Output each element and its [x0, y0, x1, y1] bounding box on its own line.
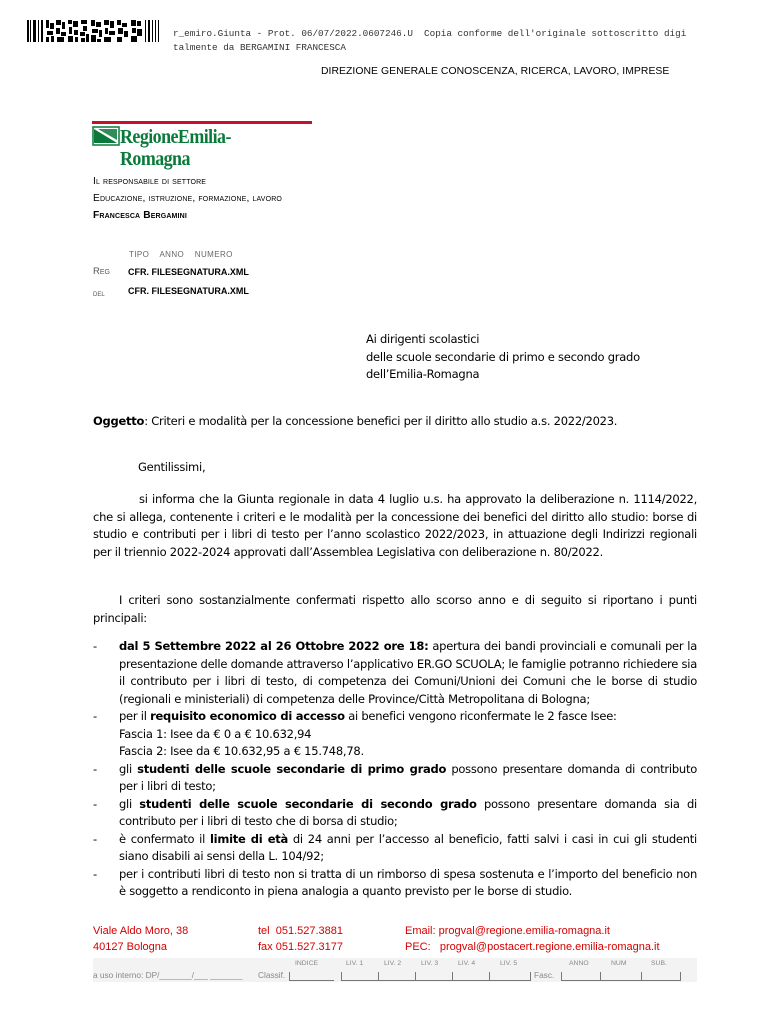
reg-label: Reg: [93, 266, 110, 277]
list-dash: -: [93, 796, 97, 811]
list-item-text: possono presentare domanda di contributo per i libri di testo;: [119, 761, 697, 793]
recipient-line2: delle scuole secondarie di primo e secondo grado: [366, 349, 640, 364]
fasc-box: [641, 972, 681, 981]
protocol-stamp: [173, 27, 763, 55]
list-item-text: gli: [119, 761, 138, 776]
signatory-name: Francesca Bergamini: [93, 210, 187, 221]
footer-pec[interactable]: PEC: progval@postacert.regione.emilia-romagna.it: [405, 940, 660, 953]
footer-contacts: [405, 924, 660, 955]
classif-box: [489, 972, 531, 981]
direzione-heading: DIREZIONE GENERALE CONOSCENZA, RICERCA, LAVORO, IMPRESE: [321, 66, 670, 77]
list-item-bold: dal 5 Settembre 2022 al 26 Ottobre 2022 ore 18:: [119, 639, 429, 653]
list-item-text: per il: [119, 709, 151, 723]
signatory-role-line1: Il responsabile di settore: [93, 176, 207, 187]
uso-interno: a uso interno: DP/_______/___ _______: [93, 970, 243, 980]
list-item: [93, 831, 697, 866]
fasc-box: [561, 972, 600, 981]
footer-address-line2: 40127 Bologna: [93, 940, 168, 953]
del-value: CFR. FILESEGNATURA.XML: [128, 286, 249, 296]
barcode-image: [27, 19, 159, 43]
list-item-text: gli: [119, 796, 140, 811]
classif-liv2: LIV. 2: [384, 960, 402, 967]
classif-box: [378, 972, 415, 981]
del-label: del: [93, 288, 105, 298]
fasc-label: Fasc.: [534, 970, 555, 980]
list-dash: -: [93, 761, 97, 776]
paragraph-1: [93, 491, 697, 561]
list-item: [93, 866, 697, 901]
classif-box: [289, 972, 334, 981]
footer-address-line1: Viale Aldo Moro, 38: [93, 925, 189, 937]
classif-anno: ANNO: [569, 960, 589, 967]
list-item-text: per i contributi libri di testo non si tratta di un rimborso di spesa sostenuta e l’importo del beneficio non è soggetto a rendiconto in piena analogia a quanto previsto per le borse di studio.: [119, 866, 697, 898]
classif-indice: INDICE: [295, 960, 319, 967]
list-item: [93, 708, 697, 761]
list-item: [93, 761, 697, 796]
list-item-bold: studenti delle scuole secondarie di secondo grado: [139, 796, 477, 811]
list-item-text: di 24 anni per l’accesso al beneficio, fatti salvi i casi in cui gli studenti siano disabili ai sensi della L. 104/92;: [119, 831, 697, 863]
classification-bar: [93, 958, 697, 982]
footer-tel: tel 051.527.3881: [258, 925, 344, 937]
classif-sub: SUB.: [651, 960, 667, 967]
list-item: [93, 638, 697, 708]
classif-liv1: LIV. 1: [346, 960, 364, 967]
list-dash: -: [93, 709, 97, 723]
protocol-stamp-line2: talmente da BERGAMINI FRANCESCA: [173, 42, 346, 53]
list-item-text: apertura dei bandi provinciali e comunali per la presentazione delle domande attraverso l’applicativo ER.GO SCUOLA; le famiglie potranno richiedere sia il contributo per i libri di testo, di competenza dei Comuni/Unioni dei Comuni che le borse di studio (regionali e ministeriali) di competenza delle Province/Città Metropolitana di Bologna;: [119, 639, 698, 706]
classif-liv3: LIV. 3: [421, 960, 439, 967]
footer-fax: fax 051.527.3177: [258, 940, 344, 953]
classif-box: [341, 972, 378, 981]
footer-email[interactable]: Email: progval@regione.emilia-romagna.it: [405, 925, 610, 937]
recipient-address: [366, 331, 640, 384]
footer-phone: [258, 924, 343, 955]
classif-liv5: LIV. 5: [500, 960, 518, 967]
subject-text: : Criteri e modalità per la concessione benefici per il diritto allo studio a.s. 2022/2023.: [144, 414, 618, 428]
recipient-line3: dell’Emilia-Romagna: [366, 367, 480, 381]
recipient-line1: Ai dirigenti scolastici: [366, 332, 480, 346]
classif-box: [452, 972, 489, 981]
paragraph-2: [93, 592, 697, 627]
list-dash: -: [93, 831, 97, 846]
list-item-text: è confermato il: [119, 831, 210, 846]
list-item-text: ai benefici vengono riconfermate le 2 fasce Isee:: [344, 709, 617, 723]
fasc-box: [600, 972, 641, 981]
signatory-role-line2: Educazione, istruzione, formazione, lavoro: [93, 193, 283, 204]
list-item-bold: limite di età: [209, 831, 288, 846]
list-item-bold: requisito economico di accesso: [150, 709, 345, 723]
criteria-list: [93, 638, 697, 901]
classif-liv4: LIV. 4: [458, 960, 476, 967]
regione-logo-text: RegioneEmilia-Romagna: [120, 127, 231, 170]
regione-logo: [92, 119, 316, 170]
classif-box: [415, 972, 452, 981]
subject-line: [93, 413, 617, 431]
subject-label: Oggetto: [93, 414, 145, 428]
list-item: [93, 796, 697, 831]
protocol-columns: TIPO ANNO NUMERO: [129, 250, 233, 259]
reg-value: CFR. FILESEGNATURA.XML: [128, 267, 249, 277]
protocol-stamp-line1: r_emiro.Giunta - Prot. 06/07/2022.0607246.U Copia conforme dell'originale sottoscritto digi: [173, 28, 687, 39]
classif-label: Classif.: [258, 970, 286, 980]
greeting: Gentilissimi,: [138, 460, 206, 474]
list-item-bold: studenti delle scuole secondarie di primo grado: [137, 761, 447, 776]
isee-band-2: Fascia 2: Isee da € 10.632,95 a € 15.748,78.: [119, 744, 364, 758]
paragraph-1-text: si informa che la Giunta regionale in data 4 luglio u.s. ha approvato la deliberazione n. 1114/2022, che si allega, contenente i criteri e le modalità per la concessione dei benefici del diritto allo studio: borse di studio e contributi per i libri di testo per l’anno scolastico 2022/2023, in attuazione degli Indirizzi regionali per il triennio 2022-2024 approvati dall’Assemblea Legislativa con deliberazione n. 80/2022.: [93, 492, 697, 559]
list-item-text: possono presentare domanda sia di contributo per i libri di testo che di borsa di studio;: [119, 796, 697, 828]
list-dash: -: [93, 866, 97, 881]
paragraph-2-text: I criteri sono sostanzialmente confermati rispetto allo scorso anno e di seguito si riportano i punti principali:: [93, 593, 697, 625]
isee-band-1: Fascia 1: Isee da € 0 a € 10.632,94: [119, 726, 312, 741]
footer-address: [93, 924, 188, 955]
classif-num: NUM: [611, 960, 627, 967]
list-dash: -: [93, 639, 97, 653]
